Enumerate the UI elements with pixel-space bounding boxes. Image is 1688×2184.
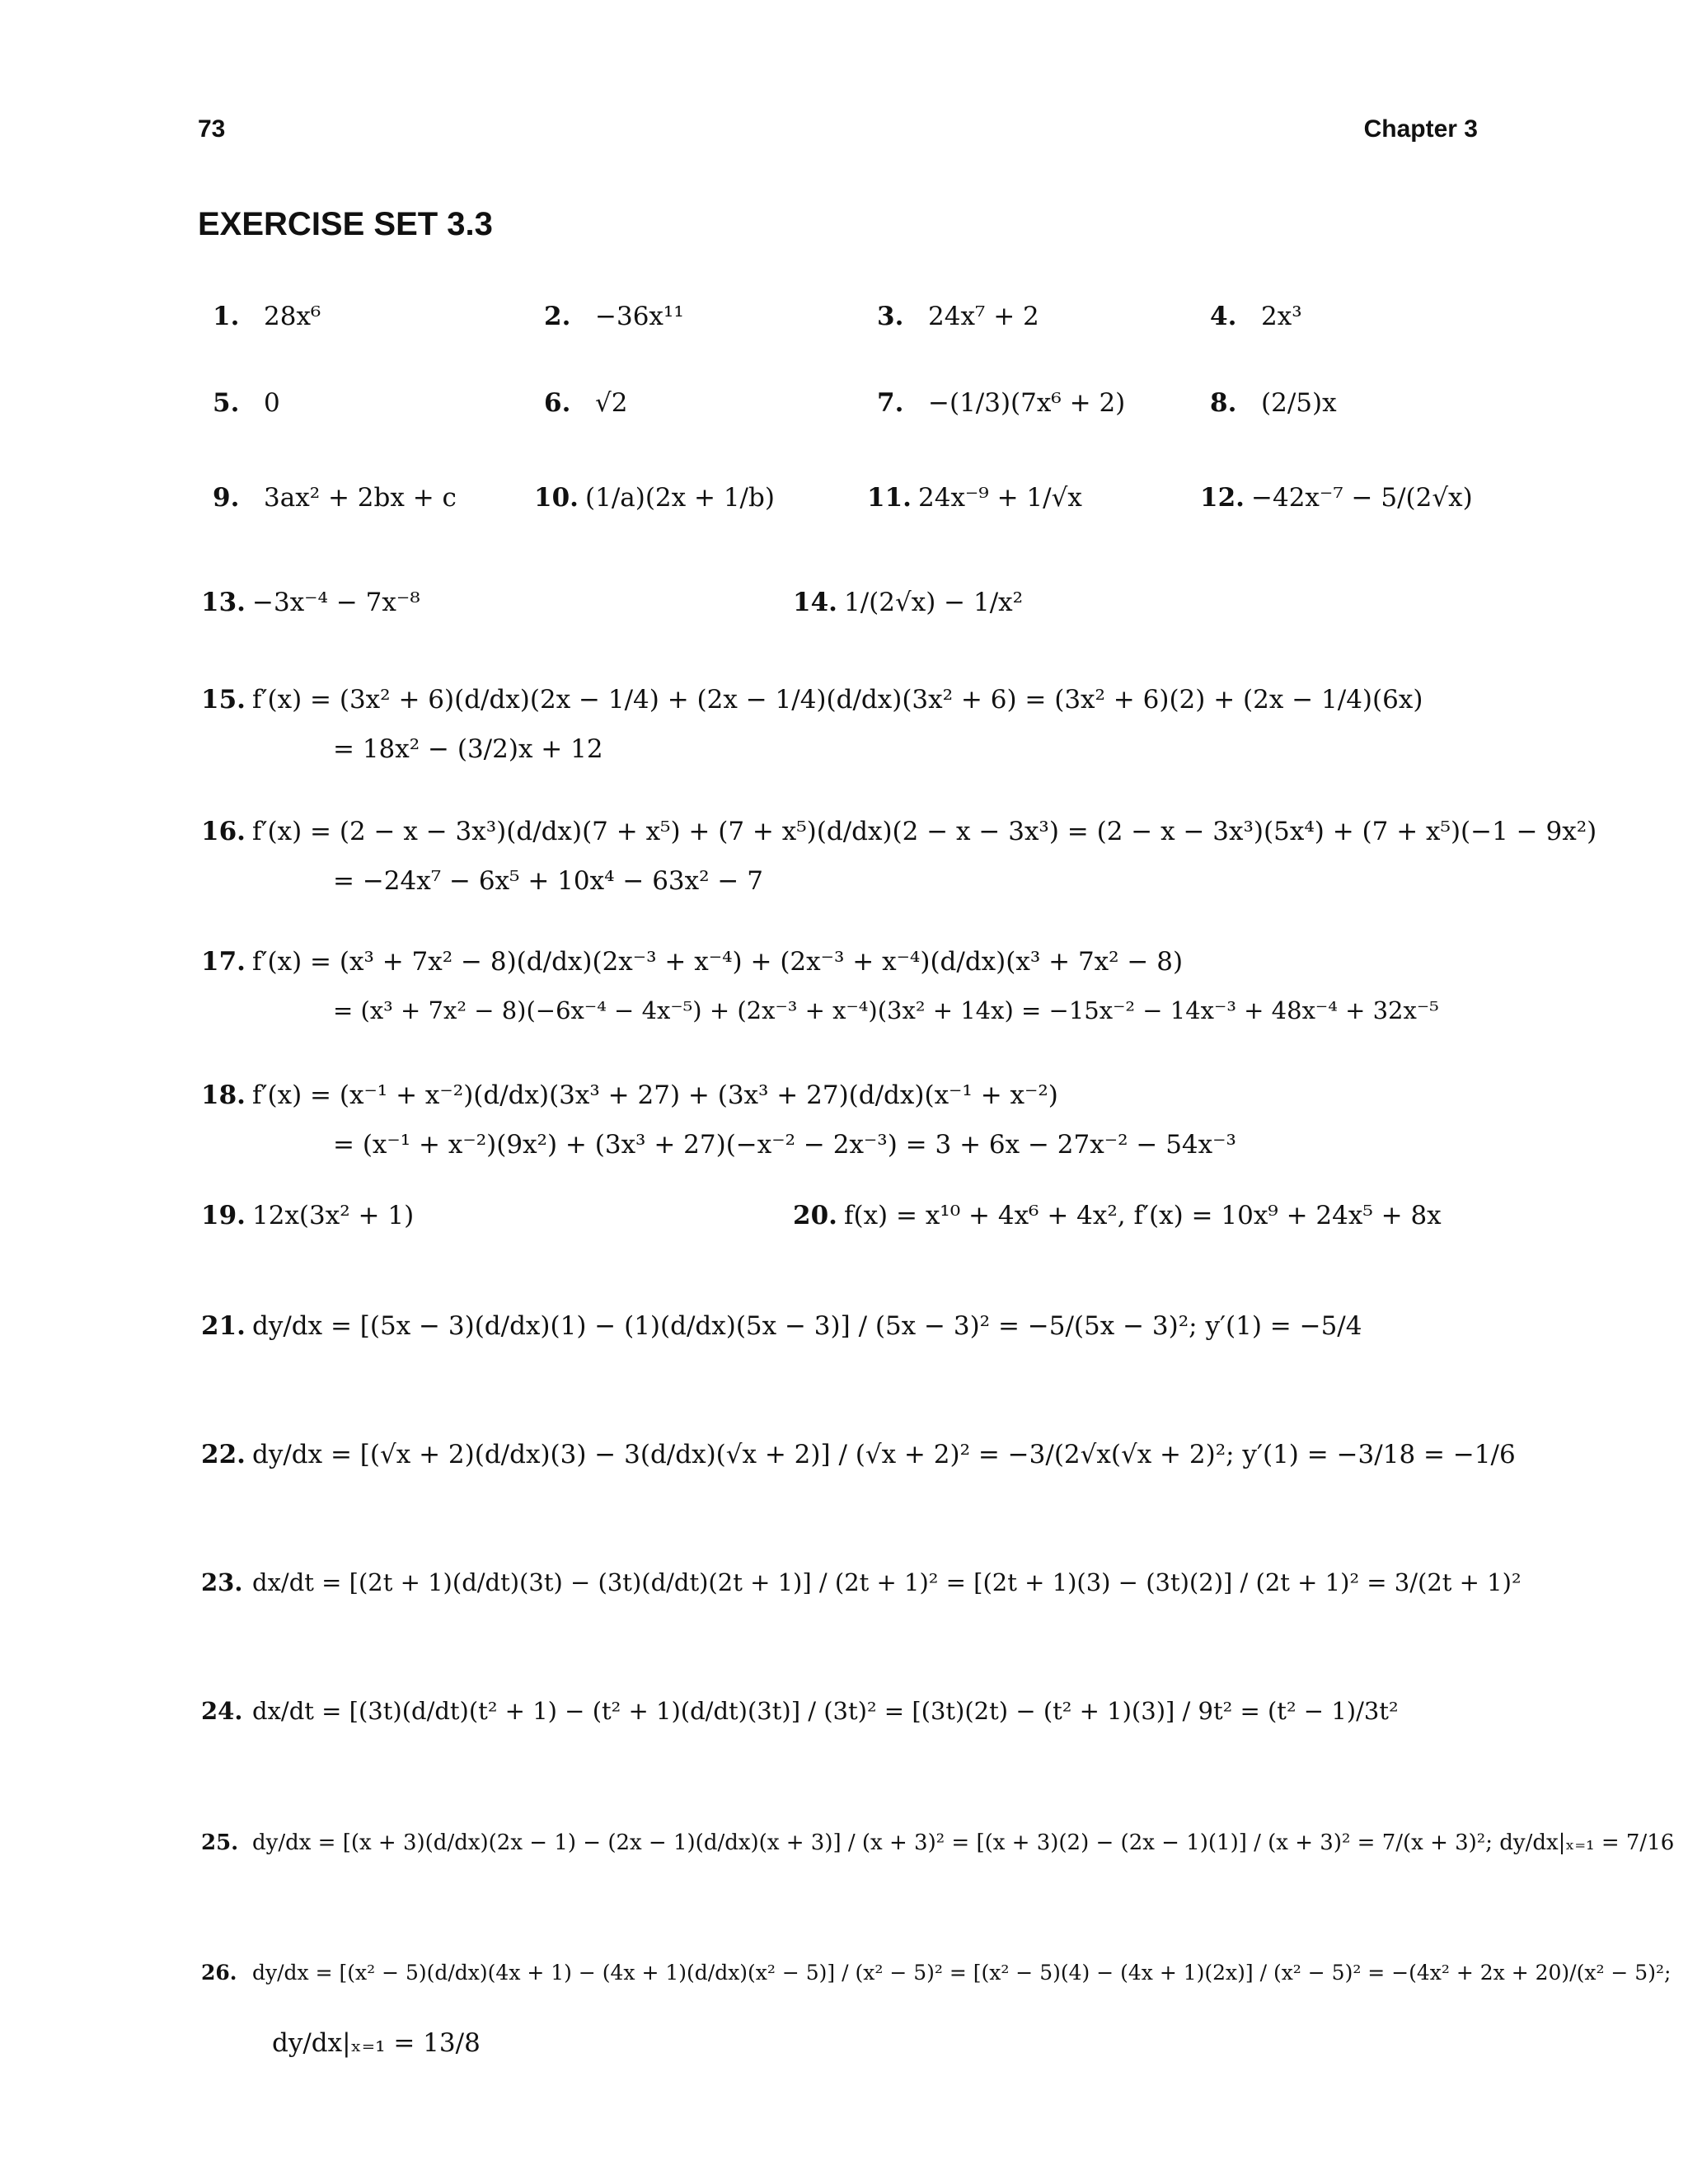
exercise-25 <box>201 1830 1674 1857</box>
exercise-number: 26. <box>201 1961 237 1985</box>
exercise-answer: dy/dx = [(5x − 3)(d/dx)(1) − (1)(d/dx)(5x − 3)] / (5x − 3)² = −5/(5x − 3)²; y′(1) = −5/4 <box>252 1311 1362 1341</box>
exercise-16 <box>201 816 1597 848</box>
exercise-answer: 3ax² + 2bx + c <box>264 483 457 513</box>
exercise-number: 14. <box>793 588 837 617</box>
exercise-16-continuation: = −24x⁷ − 6x⁵ + 10x⁴ − 63x² − 7 <box>333 866 763 896</box>
exercise-answer: −(1/3)(7x⁶ + 2) <box>928 388 1126 418</box>
exercise-12 <box>1200 482 1473 514</box>
exercise-26 <box>201 1960 1671 1985</box>
exercise-13 <box>201 587 420 619</box>
exercise-number: 1. <box>213 302 240 331</box>
exercise-answer: f(x) = x¹⁰ + 4x⁶ + 4x², f′(x) = 10x⁹ + 24x⁵ + 8x <box>844 1201 1442 1230</box>
exercise-14 <box>793 587 1023 619</box>
exercise-number: 6. <box>544 388 571 418</box>
exercise-number: 12. <box>1200 483 1245 513</box>
exercise-answer: f′(x) = (x³ + 7x² − 8)(d/dx)(2x⁻³ + x⁻⁴) + (2x⁻³ + x⁻⁴)(d/dx)(x³ + 7x² − 8) <box>252 947 1184 977</box>
exercise-4 <box>1210 301 1302 333</box>
exercise-number: 9. <box>213 483 240 513</box>
exercise-number: 2. <box>544 302 571 331</box>
exercise-number: 13. <box>201 588 246 617</box>
exercise-answer: 28x⁶ <box>264 302 321 331</box>
exercise-answer: −3x⁻⁴ − 7x⁻⁸ <box>252 588 420 617</box>
exercise-answer: −36x¹¹ <box>595 302 684 331</box>
exercise-answer: 24x⁻⁹ + 1/√x <box>918 483 1082 513</box>
exercise-number: 15. <box>201 685 246 715</box>
exercise-number: 20. <box>793 1201 837 1230</box>
exercise-number: 22. <box>201 1440 246 1469</box>
page-number: 73 <box>198 115 226 143</box>
exercise-18 <box>201 1080 1058 1112</box>
exercise-3 <box>877 301 1039 333</box>
chapter-label: Chapter 3 <box>1363 115 1478 143</box>
exercise-19 <box>201 1200 414 1232</box>
exercise-answer: 12x(3x² + 1) <box>252 1201 415 1230</box>
exercise-answer: f′(x) = (x⁻¹ + x⁻²)(d/dx)(3x³ + 27) + (3x³ + 27)(d/dx)(x⁻¹ + x⁻²) <box>252 1080 1058 1110</box>
exercise-number: 16. <box>201 817 246 846</box>
exercise-5 <box>213 387 280 419</box>
exercise-number: 10. <box>534 483 579 513</box>
exercise-answer: 2x³ <box>1261 302 1302 331</box>
exercise-15 <box>201 684 1423 716</box>
exercise-1 <box>213 301 321 333</box>
exercise-15-continuation: = 18x² − (3/2)x + 12 <box>333 734 603 764</box>
exercise-2 <box>544 301 684 333</box>
exercise-number: 17. <box>201 947 246 977</box>
exercise-18-continuation: = (x⁻¹ + x⁻²)(9x²) + (3x³ + 27)(−x⁻² − 2x⁻³) = 3 + 6x − 27x⁻² − 54x⁻³ <box>333 1130 1236 1160</box>
exercise-answer: (1/a)(2x + 1/b) <box>585 483 775 513</box>
exercise-22 <box>201 1439 1516 1471</box>
exercise-number: 4. <box>1210 302 1237 331</box>
exercise-number: 25. <box>201 1830 239 1855</box>
exercise-number: 24. <box>201 1697 243 1725</box>
exercise-answer: dx/dt = [(2t + 1)(d/dt)(3t) − (3t)(d/dt)(2t + 1)] / (2t + 1)² = [(2t + 1)(3) − (3t)(2)] / (2t + 1)² = 3/(2t + 1)² <box>252 1568 1522 1596</box>
exercise-answer: 24x⁷ + 2 <box>928 302 1039 331</box>
exercise-number: 3. <box>877 302 904 331</box>
exercise-8 <box>1210 387 1337 419</box>
exercise-23 <box>201 1568 1522 1597</box>
exercise-11 <box>867 482 1082 514</box>
exercise-answer: f′(x) = (3x² + 6)(d/dx)(2x − 1/4) + (2x − 1/4)(d/dx)(3x² + 6) = (3x² + 6)(2) + (2x − 1/4)(6x) <box>252 685 1423 715</box>
exercise-answer: f′(x) = (2 − x − 3x³)(d/dx)(7 + x⁵) + (7 + x⁵)(d/dx)(2 − x − 3x³) = (2 − x − 3x³)(5x⁴) + (7 + x⁵)(−1 − 9x²) <box>252 817 1597 846</box>
exercise-answer: dy/dx = [(x + 3)(d/dx)(2x − 1) − (2x − 1)(d/dx)(x + 3)] / (x + 3)² = [(x + 3)(2) − (2x − 1)(1)] / (x + 3)² = 7/(x + 3)²; dy/dx|ₓ₌₁ = 7/16 <box>252 1830 1675 1855</box>
exercise-number: 18. <box>201 1080 246 1110</box>
exercise-number: 7. <box>877 388 904 418</box>
exercise-number: 8. <box>1210 388 1237 418</box>
exercise-set-title: EXERCISE SET 3.3 <box>198 206 493 242</box>
exercise-10 <box>534 482 775 514</box>
exercise-answer: 1/(2√x) − 1/x² <box>844 588 1024 617</box>
exercise-number: 23. <box>201 1568 243 1596</box>
exercise-number: 11. <box>867 483 912 513</box>
exercise-answer: dx/dt = [(3t)(d/dt)(t² + 1) − (t² + 1)(d/dt)(3t)] / (3t)² = [(3t)(2t) − (t² + 1)(3)] / 9t² = (t² − 1)/3t² <box>252 1697 1399 1725</box>
exercise-21 <box>201 1310 1362 1343</box>
exercise-20 <box>793 1200 1442 1232</box>
exercise-answer: dy/dx = [(x² − 5)(d/dx)(4x + 1) − (4x + 1)(d/dx)(x² − 5)] / (x² − 5)² = [(x² − 5)(4) − (4x + 1)(2x)] / (x² − 5)² = −(4x² + 2x + 20)/(x² − 5)²; <box>252 1961 1672 1985</box>
exercise-number: 21. <box>201 1311 246 1341</box>
exercise-7 <box>877 387 1125 419</box>
exercise-6 <box>544 387 627 419</box>
exercise-number: 19. <box>201 1201 246 1230</box>
exercise-number: 5. <box>213 388 240 418</box>
exercise-answer: (2/5)x <box>1261 388 1337 418</box>
exercise-17 <box>201 946 1183 978</box>
exercise-answer: √2 <box>595 388 628 418</box>
exercise-9 <box>213 482 457 514</box>
exercise-17-continuation: = (x³ + 7x² − 8)(−6x⁻⁴ − 4x⁻⁵) + (2x⁻³ + x⁻⁴)(3x² + 14x) = −15x⁻² − 14x⁻³ + 48x⁻⁴ + 32x⁻⁵ <box>333 996 1439 1024</box>
exercise-answer: dy/dx = [(√x + 2)(d/dx)(3) − 3(d/dx)(√x + 2)] / (√x + 2)² = −3/(2√x(√x + 2)²; y′(1) = −3/18 = −1/6 <box>252 1440 1516 1469</box>
exercise-answer: 0 <box>264 388 280 418</box>
exercise-26-continuation: dy/dx|ₓ₌₁ = 13/8 <box>272 2028 481 2058</box>
exercise-answer: −42x⁻⁷ − 5/(2√x) <box>1251 483 1473 513</box>
exercise-24 <box>201 1696 1399 1726</box>
